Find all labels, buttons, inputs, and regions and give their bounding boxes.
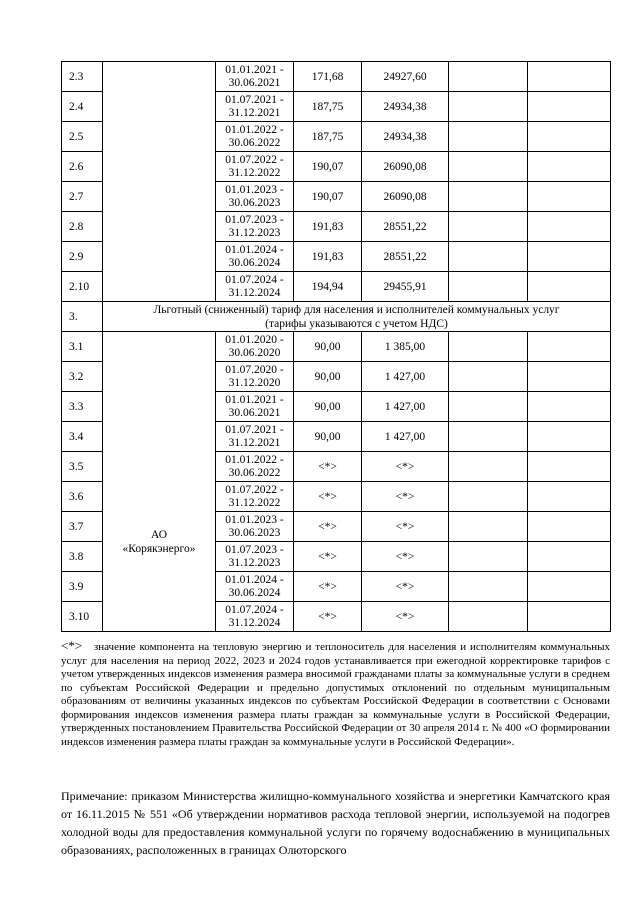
value-cell-1: 187,75: [294, 92, 362, 122]
period-end: 30.06.2021: [228, 76, 281, 89]
value-cell-2: <*>: [362, 512, 449, 542]
value-cell-1: <*>: [294, 482, 362, 512]
empty-cell: [449, 482, 528, 512]
value-cell-2: 1 385,00: [362, 332, 449, 362]
period-cell: [216, 452, 294, 482]
period-end: 30.06.2022: [228, 136, 281, 149]
empty-cell: [449, 92, 528, 122]
period-cell: [216, 62, 294, 92]
period-start: 01.01.2024 -: [225, 243, 284, 256]
row-number: 3.: [62, 302, 103, 332]
value-cell-2: 1 427,00: [362, 392, 449, 422]
empty-cell: [528, 452, 611, 482]
period-cell: [216, 92, 294, 122]
value-cell-1: 90,00: [294, 392, 362, 422]
value-cell-2: <*>: [362, 542, 449, 572]
empty-cell: [528, 152, 611, 182]
period-start: 01.07.2020 -: [225, 363, 284, 376]
period-end: 30.06.2024: [228, 586, 281, 599]
period-start: 01.01.2021 -: [225, 393, 284, 406]
period-cell: [216, 332, 294, 362]
period-cell: [216, 122, 294, 152]
footnote: [61, 639, 610, 749]
row-number: 2.10: [62, 272, 103, 302]
empty-cell: [528, 392, 611, 422]
period-end: 31.12.2021: [228, 436, 281, 449]
period-cell: [216, 512, 294, 542]
empty-cell: [449, 362, 528, 392]
row-number: 3.6: [62, 482, 103, 512]
footnote-mark: <*>: [61, 638, 83, 653]
value-cell-1: 191,83: [294, 242, 362, 272]
row-number: 3.10: [62, 602, 103, 632]
value-cell-1: <*>: [294, 452, 362, 482]
row-number: 2.7: [62, 182, 103, 212]
organization-cell: [103, 62, 216, 302]
value-cell-1: <*>: [294, 512, 362, 542]
value-cell-1: <*>: [294, 542, 362, 572]
empty-cell: [449, 512, 528, 542]
empty-cell: [449, 392, 528, 422]
value-cell-2: 28551,22: [362, 242, 449, 272]
value-cell-1: 90,00: [294, 422, 362, 452]
empty-cell: [528, 182, 611, 212]
section-3-row: [62, 302, 611, 332]
period-cell: [216, 362, 294, 392]
period-cell: [216, 482, 294, 512]
row-number: 2.5: [62, 122, 103, 152]
section-3-line2: (тарифы указываются с учетом НДС): [265, 317, 448, 330]
value-cell-1: 90,00: [294, 332, 362, 362]
empty-cell: [528, 242, 611, 272]
period-end: 31.12.2022: [228, 166, 281, 179]
period-start: 01.01.2021 -: [225, 63, 284, 76]
period-end: 30.06.2022: [228, 466, 281, 479]
empty-cell: [449, 542, 528, 572]
period-end: 31.12.2024: [228, 286, 281, 299]
value-cell-2: 24934,38: [362, 92, 449, 122]
value-cell-2: 24927,60: [362, 62, 449, 92]
empty-cell: [449, 182, 528, 212]
empty-cell: [528, 422, 611, 452]
value-cell-2: 1 427,00: [362, 422, 449, 452]
row-number: 2.4: [62, 92, 103, 122]
organization-line1: АО: [150, 528, 168, 541]
period-end: 30.06.2023: [228, 526, 281, 539]
value-cell-1: 190,07: [294, 182, 362, 212]
period-end: 31.12.2020: [228, 376, 281, 389]
period-cell: [216, 392, 294, 422]
section-3-title: [103, 302, 611, 332]
empty-cell: [528, 482, 611, 512]
empty-cell: [528, 122, 611, 152]
empty-cell: [449, 212, 528, 242]
section-3-line1: Льготный (сниженный) тариф для населения и исполнителей коммунальных услуг: [153, 303, 560, 316]
value-cell-2: <*>: [362, 452, 449, 482]
empty-cell: [449, 122, 528, 152]
organization-line2: «Корякэнерго»: [122, 542, 196, 555]
value-cell-1: 187,75: [294, 122, 362, 152]
empty-cell: [449, 452, 528, 482]
row-number: 3.5: [62, 452, 103, 482]
period-start: 01.01.2023 -: [225, 513, 284, 526]
period-cell: [216, 572, 294, 602]
empty-cell: [528, 542, 611, 572]
empty-cell: [449, 272, 528, 302]
empty-cell: [449, 62, 528, 92]
footnote-text: значение компонента на тепловую энергию и теплоноситель для населения и исполнителям коммунальных услуг для населения на период 2022, 2023 и 2024 годов устанавливается при ежегодной корректировке тарифов с учетом утвержденных индексов изменения размера вносимой гражданами платы за коммунальные услуги в среднем по субъектам Российской Федерации и предельно допустимых отклонений по отдельным муниципальным образованиям от величины указанных индексов по субъектам Российской Федерации в соответствии с Основами формирования индексов изменения размера платы граждан за коммунальные услуги в Российской Федерации, утвержденных постановлением Правительства Российской Федерации от 30 апреля 2014 г. № 400 «О формировании индексов изменения размера платы граждан за коммунальные услуги в Российской Федерации».: [61, 641, 610, 748]
value-cell-1: 194,94: [294, 272, 362, 302]
value-cell-2: <*>: [362, 602, 449, 632]
row-number: 3.1: [62, 332, 103, 362]
empty-cell: [449, 152, 528, 182]
empty-cell: [528, 512, 611, 542]
period-end: 31.12.2021: [228, 106, 281, 119]
period-start: 01.07.2024 -: [225, 603, 284, 616]
period-start: 01.07.2021 -: [225, 93, 284, 106]
row-number: 3.9: [62, 572, 103, 602]
value-cell-1: 191,83: [294, 212, 362, 242]
period-end: 31.12.2023: [228, 556, 281, 569]
period-start: 01.01.2024 -: [225, 573, 284, 586]
period-end: 31.12.2024: [228, 616, 281, 629]
empty-cell: [528, 92, 611, 122]
period-cell: [216, 422, 294, 452]
row-number: 3.2: [62, 362, 103, 392]
period-cell: [216, 542, 294, 572]
period-cell: [216, 272, 294, 302]
note-text: Примечание: приказом Министерства жилищно-коммунального хозяйства и энергетики Камчатского края от 16.11.2015 № 551 «Об утверждении нормативов расхода тепловой энергии, используемой на подогрев холодной воды для предоставления коммунальной услуги по горячему водоснабжению в муниципальных образованиях, расположенных в границах Олюторского: [61, 789, 610, 857]
empty-cell: [528, 572, 611, 602]
period-start: 01.07.2022 -: [225, 153, 284, 166]
value-cell-2: 29455,91: [362, 272, 449, 302]
period-start: 01.07.2022 -: [225, 483, 284, 496]
row-number: 2.9: [62, 242, 103, 272]
row-number: 2.3: [62, 62, 103, 92]
period-start: 01.01.2022 -: [225, 453, 284, 466]
organization-cell: [103, 332, 216, 632]
period-end: 30.06.2024: [228, 256, 281, 269]
value-cell-2: 28551,22: [362, 212, 449, 242]
tariff-table: [61, 61, 611, 632]
empty-cell: [449, 422, 528, 452]
table-row: [62, 332, 611, 362]
empty-cell: [449, 572, 528, 602]
note-paragraph: [61, 787, 610, 859]
value-cell-2: 24934,38: [362, 122, 449, 152]
period-end: 31.12.2023: [228, 226, 281, 239]
period-start: 01.01.2020 -: [225, 333, 284, 346]
period-cell: [216, 602, 294, 632]
value-cell-1: <*>: [294, 572, 362, 602]
period-start: 01.07.2023 -: [225, 543, 284, 556]
value-cell-2: <*>: [362, 572, 449, 602]
period-cell: [216, 242, 294, 272]
period-end: 30.06.2021: [228, 406, 281, 419]
period-cell: [216, 152, 294, 182]
value-cell-1: <*>: [294, 602, 362, 632]
empty-cell: [528, 212, 611, 242]
value-cell-2: 26090,08: [362, 152, 449, 182]
period-end: 30.06.2023: [228, 196, 281, 209]
empty-cell: [449, 242, 528, 272]
period-cell: [216, 212, 294, 242]
value-cell-2: 1 427,00: [362, 362, 449, 392]
empty-cell: [528, 272, 611, 302]
row-number: 3.7: [62, 512, 103, 542]
row-number: 2.6: [62, 152, 103, 182]
period-start: 01.07.2021 -: [225, 423, 284, 436]
row-number: 3.8: [62, 542, 103, 572]
empty-cell: [449, 602, 528, 632]
period-end: 31.12.2022: [228, 496, 281, 509]
period-start: 01.07.2024 -: [225, 273, 284, 286]
empty-cell: [528, 332, 611, 362]
period-start: 01.01.2023 -: [225, 183, 284, 196]
value-cell-1: 171,68: [294, 62, 362, 92]
row-number: 3.3: [62, 392, 103, 422]
empty-cell: [528, 602, 611, 632]
empty-cell: [528, 362, 611, 392]
period-start: 01.01.2022 -: [225, 123, 284, 136]
value-cell-2: 26090,08: [362, 182, 449, 212]
period-end: 30.06.2020: [228, 346, 281, 359]
table-row: [62, 62, 611, 92]
period-start: 01.07.2023 -: [225, 213, 284, 226]
empty-cell: [449, 332, 528, 362]
period-cell: [216, 182, 294, 212]
value-cell-1: 190,07: [294, 152, 362, 182]
value-cell-2: <*>: [362, 482, 449, 512]
empty-cell: [528, 62, 611, 92]
value-cell-1: 90,00: [294, 362, 362, 392]
row-number: 3.4: [62, 422, 103, 452]
row-number: 2.8: [62, 212, 103, 242]
